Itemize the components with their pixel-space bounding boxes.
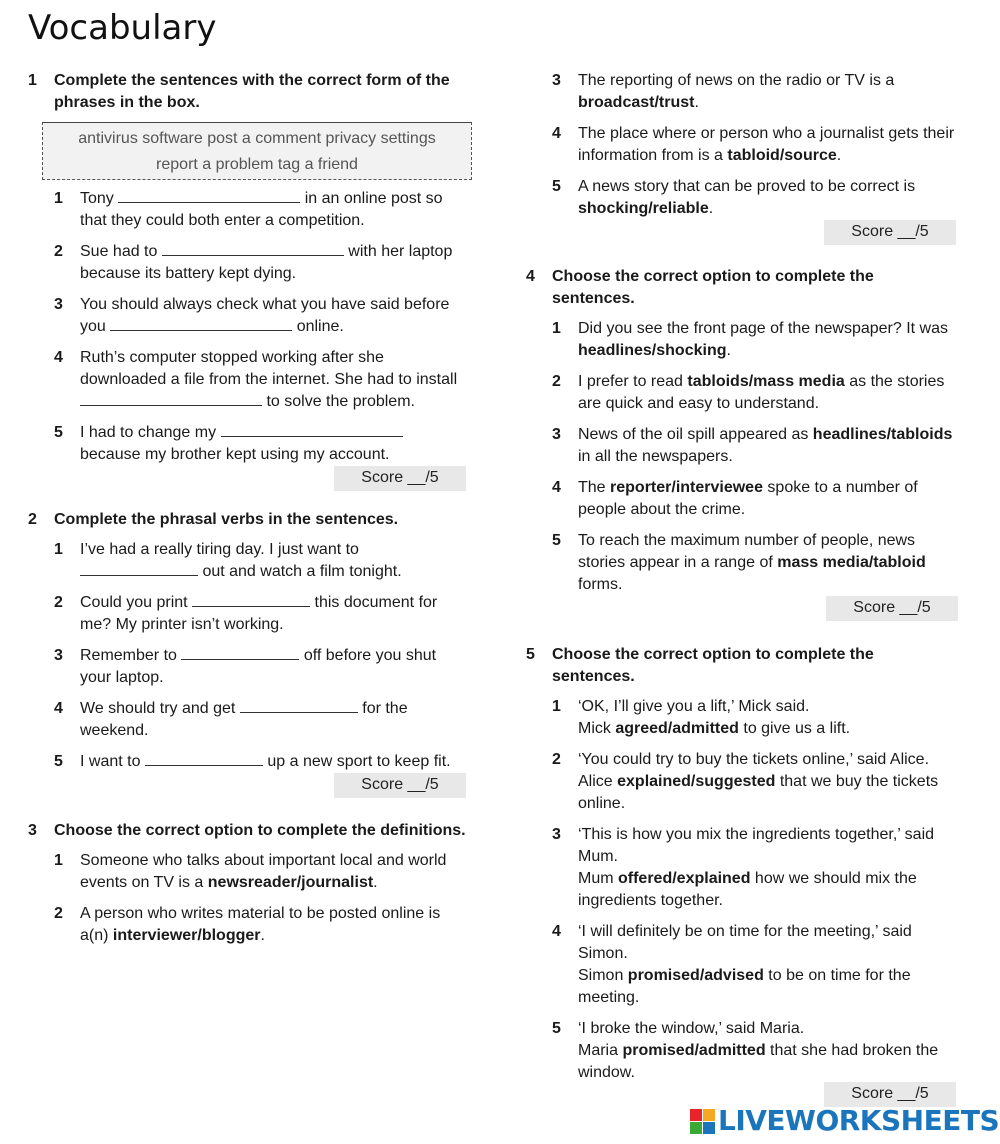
answer-option[interactable]: broadcast/trust	[578, 94, 695, 111]
answer-blank[interactable]	[118, 188, 300, 203]
item-text: Ruth’s computer stopped working after she downloaded a file from the internet. She had to install	[80, 349, 458, 388]
question-item	[526, 749, 958, 815]
section-1	[28, 70, 466, 491]
section-heading	[526, 266, 958, 310]
question-item	[28, 294, 466, 338]
answer-option[interactable]: shocking/reliable	[578, 200, 709, 217]
answer-option[interactable]: agreed/admitted	[615, 720, 739, 737]
item-text: off before you shut your laptop.	[80, 647, 437, 686]
item-number: 5	[54, 424, 63, 441]
question-item	[28, 903, 466, 947]
answer-blank[interactable]	[162, 241, 344, 256]
item-text: .	[694, 94, 699, 111]
answer-option[interactable]: interviewer/blogger	[112, 927, 261, 944]
logo-square-green	[690, 1122, 702, 1134]
item-number: 5	[54, 753, 63, 770]
page-title: Vocabulary	[28, 8, 217, 48]
item-quote: ‘I broke the window,’ said Maria.	[578, 1020, 805, 1037]
score-box: Score __/5	[824, 1082, 956, 1107]
item-number: 3	[552, 72, 561, 89]
score-box: Score __/5	[334, 466, 466, 491]
score-box: Score __/5	[824, 220, 956, 245]
item-quote: ‘I will definitely be on time for the meeting,’ said Simon.	[578, 923, 912, 962]
answer-blank[interactable]	[221, 422, 403, 437]
item-number: 4	[54, 700, 63, 717]
answer-blank[interactable]	[80, 561, 198, 576]
item-text: .	[836, 147, 842, 164]
answer-option[interactable]: tabloids/mass media	[687, 373, 845, 390]
item-number: 4	[54, 349, 63, 366]
answer-option[interactable]: headlines/tabloids	[812, 426, 953, 443]
item-text: with her laptop because its battery kept dying.	[80, 243, 453, 282]
item-number: 1	[552, 698, 561, 715]
section-heading	[28, 820, 466, 842]
answer-option[interactable]: headlines/shocking	[578, 342, 727, 359]
question-item	[526, 123, 956, 167]
question-item	[28, 698, 466, 742]
item-text: in all the newspapers.	[578, 448, 733, 465]
question-item	[526, 70, 956, 114]
item-text: I had to change my	[80, 424, 221, 441]
section-5	[526, 644, 958, 1088]
item-number: 1	[552, 320, 561, 337]
question-item	[526, 696, 958, 740]
item-text: Could you print	[80, 594, 193, 611]
item-text: spoke to a number of people about the crime.	[578, 479, 918, 518]
question-item	[28, 645, 466, 689]
score-box: Score __/5	[334, 773, 466, 798]
section-instruction: Choose the correct option to complete the definitions.	[54, 822, 466, 839]
item-text: for the weekend.	[80, 700, 408, 739]
item-number: 2	[552, 373, 561, 390]
question-item	[28, 347, 466, 413]
section-instruction: Complete the sentences with the correct form of the phrases in the box.	[54, 72, 450, 111]
section-instruction: Complete the phrasal verbs in the sentences.	[54, 511, 399, 528]
section-instruction: Choose the correct option to complete the sentences.	[552, 268, 874, 307]
item-text: I’ve had a really tiring day. I just want to	[80, 541, 359, 558]
item-quote: ‘OK, I’ll give you a lift,’ Mick said.	[578, 698, 810, 715]
item-text: To reach the maximum number of people, news stories appear in a range of	[578, 532, 916, 571]
item-text: up a new sport to keep fit.	[262, 753, 451, 770]
item-text: to give us a lift.	[738, 720, 851, 737]
answer-option[interactable]: mass media/tabloid	[777, 554, 926, 571]
section-heading	[28, 70, 466, 114]
question-item	[526, 477, 958, 521]
item-quote: ‘You could try to buy the tickets online,’ said Alice.	[578, 751, 930, 768]
question-item	[526, 530, 958, 596]
item-text: News of the oil spill appeared as	[578, 426, 813, 443]
section-instruction: Choose the correct option to complete the sentences.	[552, 646, 874, 685]
item-text: The reporting of news on the radio or TV is a	[578, 72, 895, 89]
item-text: that we buy the tickets online.	[578, 773, 939, 812]
answer-option[interactable]: tabloid/source	[727, 147, 837, 164]
section-heading	[28, 509, 466, 531]
item-text: Sue had to	[80, 243, 162, 260]
section-number: 5	[526, 646, 535, 663]
section-2	[28, 509, 466, 798]
item-text: A person who writes material to be posted online is a(n)	[80, 905, 441, 944]
section-3	[28, 820, 466, 956]
item-text: because my brother kept using my account.	[80, 446, 390, 463]
answer-option[interactable]: newsreader/journalist	[207, 874, 374, 891]
logo-square-blue	[703, 1122, 715, 1134]
item-text: in an online post so that they could both enter a competition.	[80, 190, 443, 229]
question-item	[526, 176, 956, 220]
item-text: .	[708, 200, 714, 217]
question-item	[28, 241, 466, 285]
question-item	[526, 424, 958, 468]
item-text: The place where or person who a journalist gets their information from is a	[578, 125, 955, 164]
item-text: Simon	[578, 967, 628, 984]
question-item	[526, 824, 958, 912]
question-item	[28, 422, 466, 466]
section-number: 1	[28, 72, 37, 89]
question-item	[28, 751, 466, 773]
logo-square-orange	[703, 1109, 715, 1121]
section-4	[526, 266, 958, 621]
item-text: The	[578, 479, 611, 496]
answer-blank[interactable]	[145, 751, 263, 766]
item-number: 4	[552, 923, 561, 940]
item-number: 2	[54, 243, 63, 260]
answer-option[interactable]: promised/admitted	[622, 1042, 766, 1059]
section-number: 4	[526, 268, 535, 285]
item-text: Tony	[80, 190, 119, 207]
logo-icon	[690, 1109, 716, 1135]
section-number: 2	[28, 511, 37, 528]
item-number: 3	[552, 826, 561, 843]
item-text: how we should mix the ingredients together.	[578, 870, 917, 909]
item-number: 3	[54, 296, 63, 313]
item-text: We should try and get	[80, 700, 240, 717]
brand-name: LIVEWORKSHEETS	[718, 1104, 1000, 1137]
item-number: 5	[552, 1020, 561, 1037]
item-number: 5	[552, 532, 561, 549]
item-text: that she had broken the window.	[578, 1042, 939, 1081]
answer-option[interactable]: reporter/interviewee	[610, 479, 763, 496]
item-text: A news story that can be proved to be correct is	[578, 178, 916, 195]
item-number: 4	[552, 479, 561, 496]
question-item	[526, 318, 958, 362]
section-number: 3	[28, 822, 37, 839]
question-item	[526, 1018, 958, 1084]
item-text: I want to	[80, 753, 145, 770]
answer-blank[interactable]	[80, 391, 262, 406]
item-text: Maria	[578, 1042, 623, 1059]
question-item	[28, 188, 466, 232]
item-number: 2	[552, 751, 561, 768]
item-text: Did you see the front page of the newspaper? It was	[578, 320, 949, 337]
word-box-line: antivirus software post a comment privacy settings	[78, 130, 436, 147]
question-item	[28, 539, 466, 583]
item-text: Mick	[578, 720, 616, 737]
word-box	[42, 122, 472, 180]
item-text: You should always check what you have said before you	[80, 296, 450, 335]
item-number: 2	[54, 905, 63, 922]
item-text: as the stories are quick and easy to understand.	[578, 373, 945, 412]
item-number: 1	[54, 852, 63, 869]
logo-square-red	[690, 1109, 702, 1121]
item-text: I prefer to read	[578, 373, 688, 390]
item-text: out and watch a film tonight.	[198, 563, 402, 580]
item-text: online.	[292, 318, 344, 335]
answer-option[interactable]: promised/advised	[627, 967, 764, 984]
section-heading	[526, 644, 958, 688]
item-text: Remember to	[80, 647, 182, 664]
item-text: Mum	[578, 870, 618, 887]
word-box-line: report a problem tag a friend	[156, 156, 358, 173]
question-item	[526, 371, 958, 415]
answer-blank[interactable]	[240, 698, 358, 713]
answer-option[interactable]: explained/suggested	[617, 773, 776, 790]
question-item	[28, 592, 466, 636]
item-text: Alice	[578, 773, 618, 790]
item-text: .	[260, 927, 265, 944]
section-3-continued	[526, 70, 956, 245]
item-text: .	[726, 342, 731, 359]
item-text: .	[373, 874, 378, 891]
score-box: Score __/5	[826, 596, 958, 621]
item-quote: ‘This is how you mix the ingredients together,’ said Mum.	[578, 826, 935, 865]
item-number: 3	[54, 647, 63, 664]
answer-option[interactable]: offered/explained	[618, 870, 751, 887]
item-number: 4	[552, 125, 561, 142]
answer-blank[interactable]	[181, 645, 299, 660]
item-number: 2	[54, 594, 63, 611]
item-text: Someone who talks about important local and world events on TV is a	[80, 852, 447, 891]
answer-blank[interactable]	[192, 592, 310, 607]
item-number: 1	[54, 541, 63, 558]
question-item	[28, 850, 466, 894]
item-number: 1	[54, 190, 63, 207]
item-text: to be on time for the meeting.	[578, 967, 911, 1006]
item-text: to solve the problem.	[262, 393, 415, 410]
item-number: 5	[552, 178, 561, 195]
liveworksheets-logo[interactable]	[690, 1103, 1000, 1139]
item-text: this document for me? My printer isn’t working.	[80, 594, 438, 633]
item-text: forms.	[578, 576, 623, 593]
item-number: 3	[552, 426, 561, 443]
answer-blank[interactable]	[110, 316, 292, 331]
question-item	[526, 921, 958, 1009]
